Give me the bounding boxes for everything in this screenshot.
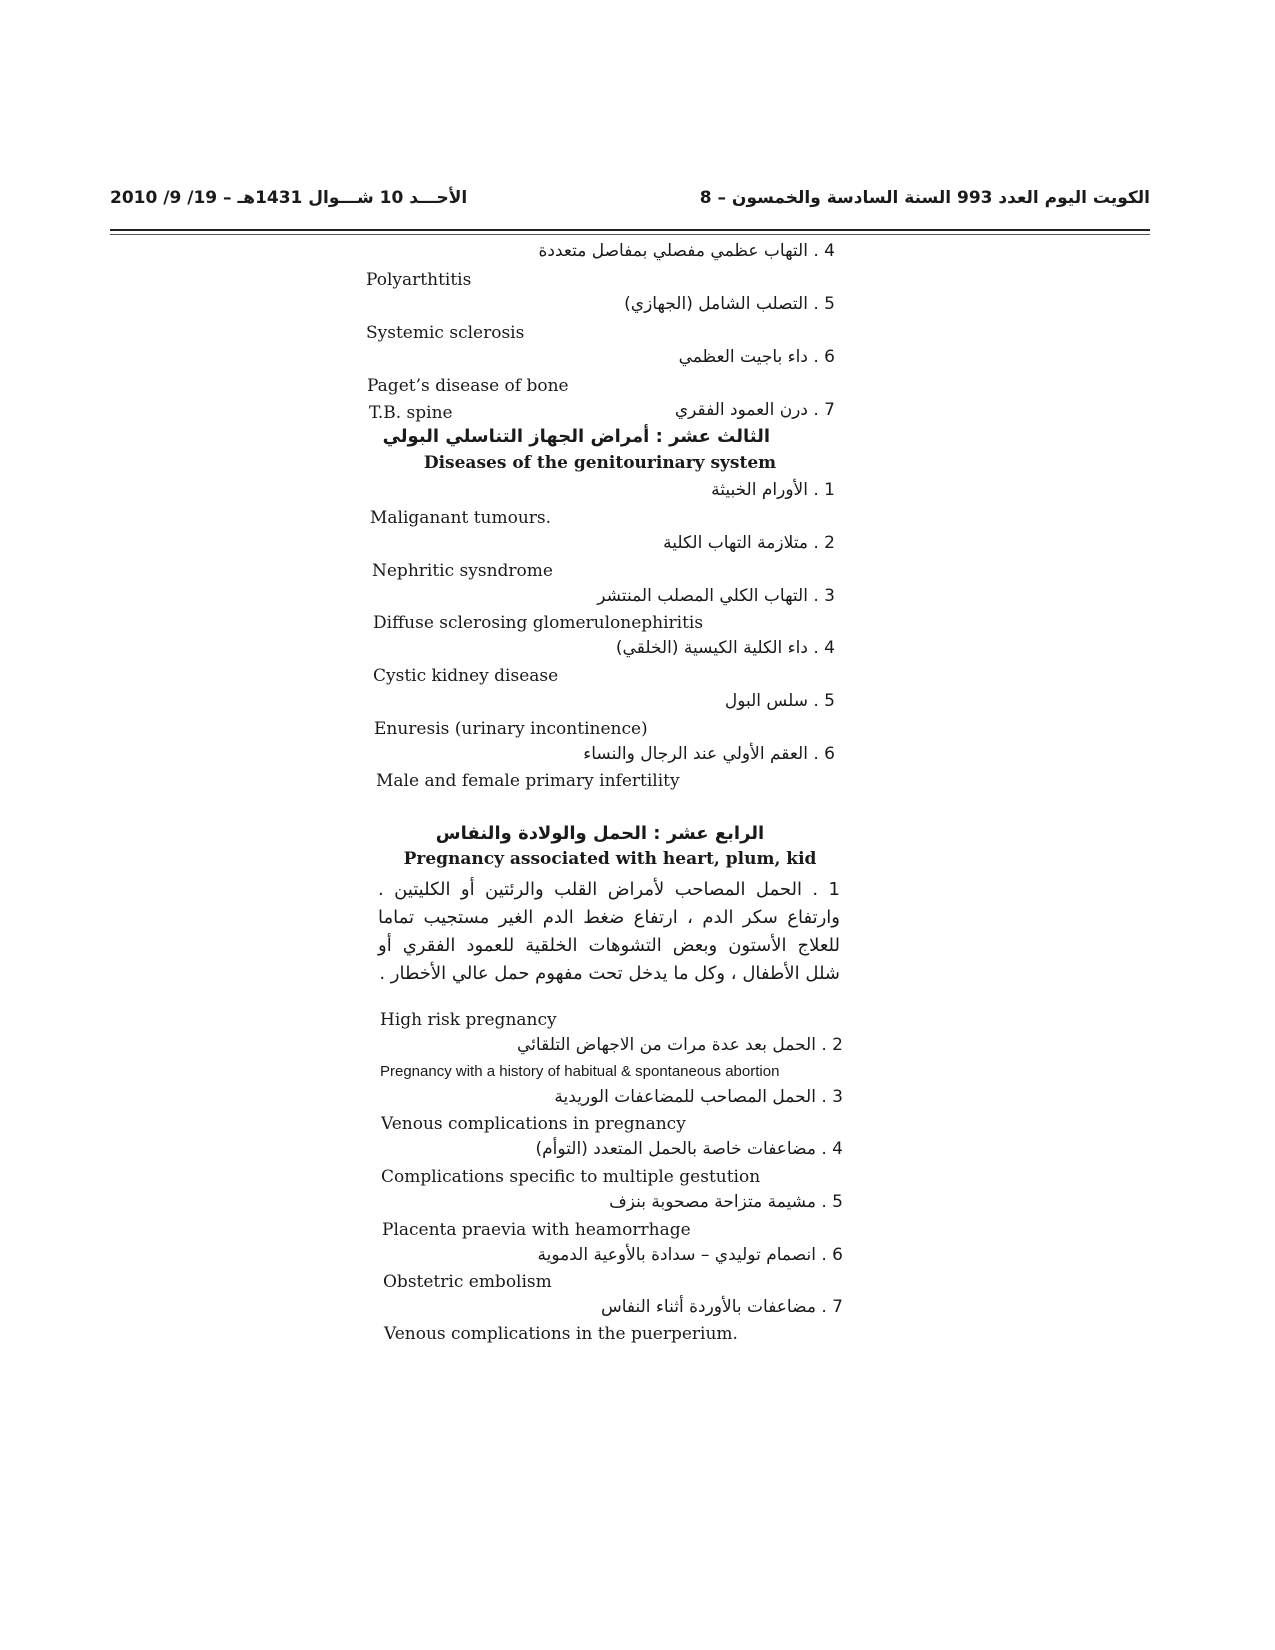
item-en: Complications specific to multiple gestution (381, 1167, 761, 1187)
item-ar: 4 . داء الكلية الكيسية (الخلقي) (615, 638, 835, 658)
section-title-ar: الرابع عشر : الحمل والولادة والنفاس (435, 823, 765, 844)
item-ar: 6 . انصمام توليدي – سدادة بالأوعية الدموية (537, 1245, 843, 1265)
item-ar: 7 . درن العمود الفقري (674, 400, 835, 420)
item-ar: 4 . التهاب عظمي مفصلي بمفاصل متعددة (538, 241, 835, 261)
item-paragraph-ar: 1 . الحمل المصاحب لأمراض القلب والرئتين أو الكليتين . وارتفاع سكر الدم ، ارتفاع ضغط الدم الغير مستجيب تماما للعلاج الأستون وبعض التشوهات الخلقية للعمود الفقري أو شلل الأطفال ، وكل ما يدخل تحت مفهوم حمل عالي الأخطار . (378, 879, 840, 984)
section-title-ar: الثالث عشر : أمراض الجهاز التناسلي البولي (382, 426, 770, 447)
item-en: Venous complications in the puerperium. (384, 1324, 738, 1344)
item-en: High risk pregnancy (380, 1010, 557, 1030)
item-ar: 3 . التهاب الكلي المصلب المنتشر (597, 586, 835, 606)
page-header (110, 188, 1150, 222)
item-en: Systemic sclerosis (366, 323, 525, 343)
item-ar: 5 . مشيمة متزاحة مصحوبة بنزف (609, 1192, 843, 1212)
item-ar: 2 . متلازمة التهاب الكلية (663, 533, 835, 553)
item-ar: 6 . داء باجيت العظمي (678, 347, 835, 367)
item-en: Male and female primary infertility (376, 771, 680, 791)
item-en: T.B. spine (369, 403, 453, 423)
item-en: Nephritic sysndrome (372, 561, 553, 581)
header-issue: الكويت اليوم العدد 993 السنة السادسة والخمسون – 8 (699, 188, 1150, 208)
header-rule (110, 229, 1150, 231)
item-en: Polyarthtitis (366, 270, 472, 290)
item-en: Paget’s disease of bone (367, 376, 569, 396)
item-ar: 5 . التصلب الشامل (الجهازي) (624, 294, 835, 314)
header-rule-thin (110, 234, 1150, 235)
item-en: Placenta praevia with heamorrhage (382, 1220, 691, 1240)
header-date: الأحـــد 10 شـــوال 1431هـ – 19/ 9/ 2010 (110, 188, 468, 208)
item-en: Venous complications in pregnancy (381, 1114, 686, 1134)
item-en: Maliganant tumours. (370, 508, 552, 528)
section-title-en: Pregnancy associated with heart, plum, kid (403, 849, 817, 869)
item-ar: 7 . مضاعفات بالأوردة أثناء النفاس (600, 1297, 843, 1317)
item-en: Pregnancy with a history of habitual & spontaneous abortion (380, 1063, 780, 1080)
item-ar: 1 . الأورام الخبيثة (711, 480, 835, 500)
item-en: Cystic kidney disease (373, 666, 559, 686)
item-ar: 6 . العقم الأولي عند الرجال والنساء (583, 744, 835, 764)
item-en: Enuresis (urinary incontinence) (374, 719, 648, 739)
section-title-en: Diseases of the genitourinary system (423, 453, 777, 473)
item-ar: 5 . سلس البول (724, 691, 835, 711)
item-en: Diffuse sclerosing glomerulonephiritis (373, 613, 704, 633)
item-ar: 2 . الحمل بعد عدة مرات من الاجهاض التلقائي (517, 1035, 843, 1055)
item-en: Obstetric embolism (383, 1272, 552, 1292)
item-ar: 3 . الحمل المصاحب للمضاعفات الوريدية (554, 1087, 843, 1107)
item-ar: 4 . مضاعفات خاصة بالحمل المتعدد (التوأم) (535, 1139, 843, 1159)
